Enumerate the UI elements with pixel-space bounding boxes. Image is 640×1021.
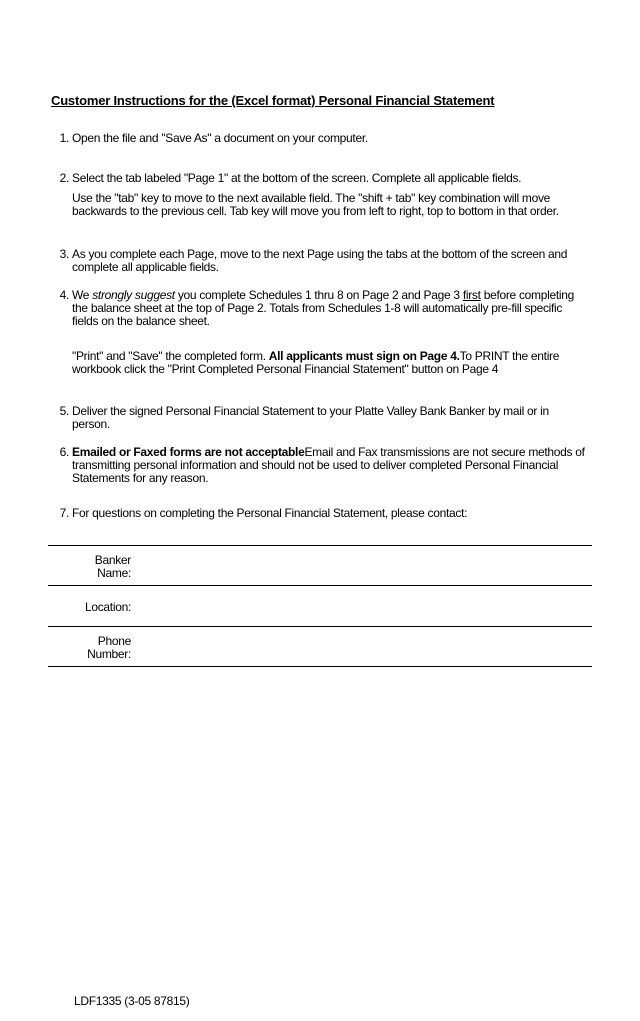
- table-rule: [48, 666, 592, 667]
- table-rule: [48, 626, 592, 627]
- table-rule: [48, 585, 592, 586]
- banker-name-field[interactable]: [140, 550, 590, 580]
- step-text: Select the tab labeled "Page 1" at the bottom of the screen. Complete all applicable fields.: [72, 171, 522, 185]
- phone-number-label: Phone Number:: [87, 634, 131, 661]
- step-number: 1.: [59, 131, 69, 145]
- instruction-step-7: [55, 507, 585, 520]
- step-text: For questions on completing the Personal Financial Statement, please contact:: [72, 506, 468, 520]
- step-text: We strongly suggest you complete Schedules 1 thru 8 on Page 2 and Page 3 first before completing the balance sheet at the top of Page 2. Totals from Schedules 1-8 will automatically pre-fill specific fields on the balance sheet.: [72, 288, 574, 328]
- step-number: 3.: [59, 247, 69, 261]
- step-text: Emailed or Faxed forms are not acceptableEmail and Fax transmissions are not secure methods of transmitting personal information and should not be used to deliver completed Personal Financial Statements for any reason.: [72, 445, 585, 485]
- warning-text: Emailed or Faxed forms are not acceptable: [72, 445, 305, 459]
- signature-requirement: All applicants must sign on Page 4.: [268, 349, 460, 363]
- step-2-detail: Use the "tab" key to move to the next available field. The "shift + tab" key combination will move backwards to the previous cell. Tab key will move you from left to right, top to bottom in that order.: [72, 191, 559, 218]
- page-title: Customer Instructions for the (Excel format) Personal Financial Statement: [51, 93, 495, 108]
- step-number: 4.: [59, 288, 69, 302]
- location-field[interactable]: [140, 591, 590, 621]
- instruction-step-6: [55, 446, 585, 485]
- step-text: Deliver the signed Personal Financial Statement to your Platte Valley Bank Banker by mail or in person.: [72, 404, 549, 431]
- instruction-step-2: [55, 172, 585, 185]
- banker-name-label: Banker Name:: [94, 553, 131, 580]
- step-text: Open the file and "Save As" a document on your computer.: [72, 131, 368, 145]
- phone-number-field[interactable]: [140, 632, 590, 662]
- emphasis-text: strongly suggest: [92, 288, 175, 302]
- step-number: 7.: [59, 506, 69, 520]
- underlined-text: first: [462, 288, 481, 302]
- step-number: 5.: [59, 404, 69, 418]
- instruction-step-4: [55, 289, 585, 328]
- instruction-step-1: [55, 132, 585, 145]
- step-text: As you complete each Page, move to the next Page using the tabs at the bottom of the screen and complete all applicable fields.: [72, 247, 568, 274]
- table-rule: [48, 545, 592, 546]
- step-number: 2.: [59, 171, 69, 185]
- step-number: 6.: [59, 445, 69, 459]
- instruction-step-3: [55, 248, 585, 274]
- form-number: LDF1335 (3-05 87815): [74, 994, 190, 1008]
- location-label: Location:: [84, 600, 131, 614]
- step-4-detail: "Print" and "Save" the completed form. All applicants must sign on Page 4.To PRINT the entire workbook click the "Print Completed Personal Financial Statement" button on Page 4: [72, 349, 560, 376]
- instruction-step-5: [55, 405, 585, 431]
